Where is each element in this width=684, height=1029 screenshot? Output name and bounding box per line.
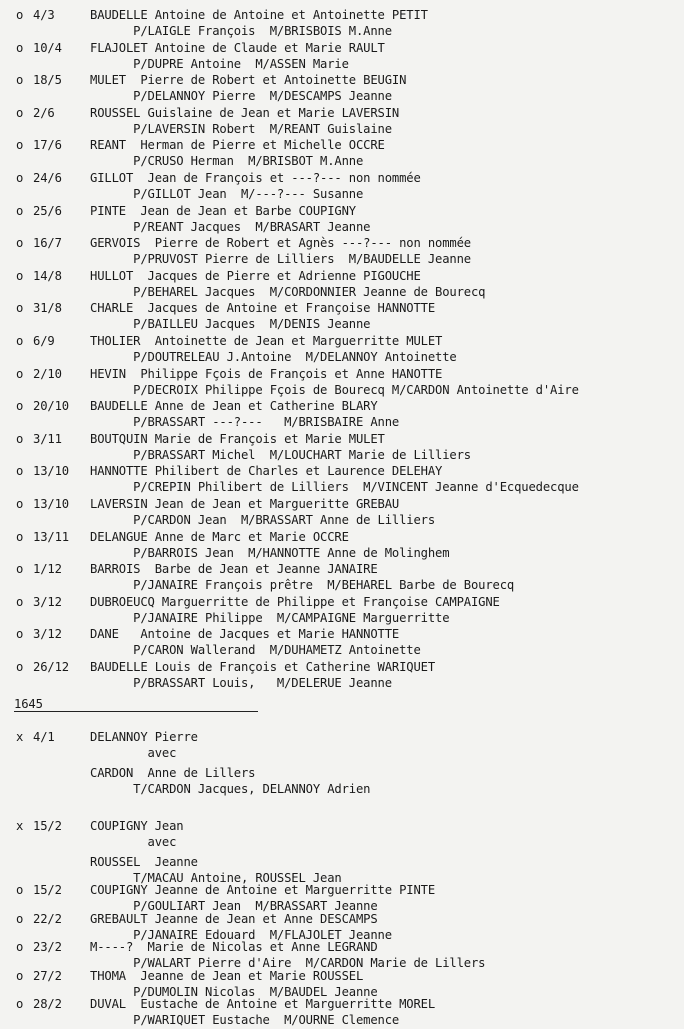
entry-date: 13/10: [33, 464, 69, 479]
baptism-entry: [0, 204, 684, 236]
baptism-entry: [0, 138, 684, 170]
entry-date: 1/12: [33, 562, 62, 577]
entry-child-line: COUPIGNY Jeanne de Antoine et Marguerritte PINTE: [90, 883, 435, 897]
entry-child-line: GERVOIS Pierre de Robert et Agnès ---?--- non nommée: [90, 236, 471, 251]
entry-godparents-line: P/GOULIART Jean M/BRASSART Jeanne: [90, 899, 378, 913]
baptism-entry: [0, 497, 684, 529]
entry-godparents-line: P/DELANNOY Pierre M/DESCAMPS Jeanne: [90, 89, 392, 104]
marriage-line: CARDON Anne de Lillers: [90, 766, 256, 780]
marriage-line: DELANNOY Pierre: [90, 730, 198, 744]
entry-marker: o: [16, 911, 24, 926]
baptism-entry: [0, 367, 684, 399]
entry-date: 26/12: [33, 660, 69, 674]
entry-child-line: THOLIER Antoinette de Jean et Marguerritte MULET: [90, 334, 443, 348]
entry-marker: o: [16, 301, 24, 316]
entry-date: 15/2: [33, 883, 62, 897]
year-underline: [14, 711, 258, 712]
entry-child-line: BOUTQUIN Marie de François et Marie MULET: [90, 431, 385, 446]
baptism-entry: [0, 171, 684, 203]
entry-child-line: DELANGUE Anne de Marc et Marie OCCRE: [90, 529, 349, 544]
baptism-entry: [0, 301, 684, 333]
entry-date: 2/6: [33, 105, 55, 120]
baptism-entry: [0, 660, 684, 692]
marriage-date: 4/1: [33, 730, 55, 744]
entry-godparents-line: P/BRASSART Michel M/LOUCHART Marie de Lilliers: [90, 447, 471, 462]
entry-date: 31/8: [33, 301, 62, 316]
entry-marker: o: [16, 997, 24, 1012]
entry-godparents-line: P/JANAIRE Edouard M/FLAJOLET Jeanne: [90, 927, 392, 942]
entry-godparents-line: P/JANAIRE François prêtre M/BEHAREL Barbe de Bourecq: [90, 578, 515, 593]
entry-child-line: HANNOTTE Philibert de Charles et Laurence DELEHAY: [90, 464, 443, 479]
entry-child-line: HEVIN Philippe Fçois de François et Anne HANOTTE: [90, 366, 443, 381]
baptism-entry: [0, 269, 684, 301]
entry-godparents-line: P/BRASSART Louis, M/DELERUE Jeanne: [90, 676, 392, 690]
baptism-entry: [0, 41, 684, 73]
entry-date: 17/6: [33, 138, 62, 153]
entry-marker: o: [16, 431, 24, 446]
entry-godparents-line: P/GILLOT Jean M/---?--- Susanne: [90, 187, 364, 201]
entry-date: 3/12: [33, 594, 62, 609]
baptism-entry: [0, 73, 684, 105]
entry-godparents-line: P/LAVERSIN Robert M/REANT Guislaine: [90, 121, 392, 136]
entry-child-line: BAUDELLE Anne de Jean et Catherine BLARY: [90, 399, 378, 414]
entry-date: 25/6: [33, 203, 62, 218]
entry-date: 22/2: [33, 911, 62, 926]
entry-date: 6/9: [33, 334, 55, 348]
baptism-entry: [0, 334, 684, 366]
entry-date: 4/3: [33, 8, 55, 22]
baptism-entry: [0, 106, 684, 138]
entry-date: 13/10: [33, 497, 69, 511]
entry-date: 2/10: [33, 366, 62, 381]
entry-marker: o: [16, 268, 24, 283]
entry-godparents-line: P/BRASSART ---?--- M/BRISBAIRE Anne: [90, 415, 400, 430]
entry-godparents-line: P/DOUTRELEAU J.Antoine M/DELANNOY Antoinette: [90, 350, 457, 364]
entry-godparents-line: P/CARDON Jean M/BRASSART Anne de Lilliers: [90, 513, 435, 527]
entry-marker: o: [16, 203, 24, 218]
entry-marker: o: [16, 529, 24, 544]
marriage-marker: x: [16, 819, 24, 833]
entry-marker: o: [16, 138, 24, 153]
entry-date: 14/8: [33, 268, 62, 283]
entry-child-line: LAVERSIN Jean de Jean et Margueritte GREBAU: [90, 497, 400, 511]
baptism-entry: [0, 236, 684, 268]
entry-godparents-line: P/CARON Wallerand M/DUHAMETZ Antoinette: [90, 643, 421, 658]
entry-child-line: MULET Pierre de Robert et Antoinette BEUGIN: [90, 73, 407, 88]
entry-marker: o: [16, 399, 24, 414]
marriage-line: COUPIGNY Jean: [90, 819, 184, 833]
baptism-entry: [0, 940, 684, 972]
entry-godparents-line: P/WARIQUET Eustache M/OURNE Clemence: [90, 1013, 400, 1028]
baptism-entry: [0, 432, 684, 464]
entry-child-line: DUBROEUCQ Marguerritte de Philippe et Françoise CAMPAIGNE: [90, 594, 500, 609]
entry-child-line: REANT Herman de Pierre et Michelle OCCRE: [90, 138, 385, 153]
baptism-entry: [0, 562, 684, 594]
entry-marker: o: [16, 968, 24, 983]
entry-child-line: GILLOT Jean de François et ---?--- non nommée: [90, 171, 421, 185]
baptism-entry: [0, 464, 684, 496]
entry-child-line: GREBAULT Jeanne de Jean et Anne DESCAMPS: [90, 911, 378, 926]
entry-child-line: DANE Antoine de Jacques et Marie HANNOTTE: [90, 627, 400, 642]
entry-child-line: DUVAL Eustache de Antoine et Marguerritte MOREL: [90, 997, 435, 1012]
baptism-entry: [0, 595, 684, 627]
marriage-marker: x: [16, 730, 24, 744]
entry-child-line: THOMA Jeanne de Jean et Marie ROUSSEL: [90, 968, 364, 983]
entry-marker: o: [16, 562, 24, 577]
baptism-entry: [0, 8, 684, 40]
entry-date: 3/12: [33, 627, 62, 642]
entry-date: 20/10: [33, 399, 69, 414]
entry-date: 16/7: [33, 236, 62, 251]
entry-child-line: BAUDELLE Louis de François et Catherine WARIQUET: [90, 660, 435, 674]
entry-marker: o: [16, 366, 24, 381]
entry-marker: o: [16, 940, 24, 955]
entry-date: 3/11: [33, 431, 62, 446]
entry-marker: o: [16, 464, 24, 479]
entry-godparents-line: P/CREPIN Philibert de Lilliers M/VINCENT Jeanne d'Ecquedecque: [90, 480, 579, 495]
entry-marker: o: [16, 660, 24, 674]
entry-godparents-line: P/BAILLEU Jacques M/DENIS Jeanne: [90, 317, 371, 332]
entry-godparents-line: P/BARROIS Jean M/HANNOTTE Anne de Molinghem: [90, 545, 450, 560]
entry-marker: o: [16, 627, 24, 642]
entry-godparents-line: P/JANAIRE Philippe M/CAMPAIGNE Marguerritte: [90, 610, 450, 625]
entry-marker: o: [16, 8, 24, 22]
entry-godparents-line: P/WALART Pierre d'Aire M/CARDON Marie de Lillers: [90, 956, 486, 971]
entry-godparents-line: P/DUPRE Antoine M/ASSEN Marie: [90, 56, 349, 71]
baptism-entry: [0, 530, 684, 562]
baptism-entry: [0, 883, 684, 915]
entry-marker: o: [16, 334, 24, 348]
entry-godparents-line: P/PRUVOST Pierre de Lilliers M/BAUDELLE Jeanne: [90, 252, 471, 267]
entry-date: 28/2: [33, 997, 62, 1012]
marriage-line: avec: [90, 835, 177, 849]
entry-godparents-line: P/LAIGLE François M/BRISBOIS M.Anne: [90, 24, 392, 38]
year-heading: 1645: [14, 697, 43, 711]
entry-child-line: BARROIS Barbe de Jean et Jeanne JANAIRE: [90, 562, 378, 577]
entry-date: 18/5: [33, 73, 62, 88]
entry-marker: o: [16, 171, 24, 185]
entry-marker: o: [16, 497, 24, 511]
entry-marker: o: [16, 105, 24, 120]
baptism-entry: [0, 997, 684, 1029]
marriage-line: T/CARDON Jacques, DELANNOY Adrien: [90, 782, 371, 796]
entry-child-line: HULLOT Jacques de Pierre et Adrienne PIGOUCHE: [90, 268, 421, 283]
entry-child-line: CHARLE Jacques de Antoine et Françoise HANNOTTE: [90, 301, 435, 316]
entry-godparents-line: P/REANT Jacques M/BRASART Jeanne: [90, 219, 371, 234]
entry-marker: o: [16, 40, 24, 55]
entry-marker: o: [16, 883, 24, 897]
marriage-line: avec: [90, 746, 177, 760]
entry-child-line: FLAJOLET Antoine de Claude et Marie RAULT: [90, 40, 385, 55]
entry-date: 24/6: [33, 171, 62, 185]
baptism-entry: [0, 627, 684, 659]
entry-date: 27/2: [33, 968, 62, 983]
marriage-line: T/MACAU Antoine, ROUSSEL Jean: [90, 871, 342, 885]
entry-godparents-line: P/DECROIX Philippe Fçois de Bourecq M/CARDON Antoinette d'Aire: [90, 382, 579, 397]
marriage-date: 15/2: [33, 819, 62, 833]
entry-godparents-line: P/CRUSO Herman M/BRISBOT M.Anne: [90, 154, 364, 169]
entry-godparents-line: P/BEHAREL Jacques M/CORDONNIER Jeanne de Bourecq: [90, 284, 486, 299]
entry-marker: o: [16, 73, 24, 88]
entry-godparents-line: P/DUMOLIN Nicolas M/BAUDEL Jeanne: [90, 984, 378, 999]
entry-child-line: ROUSSEL Guislaine de Jean et Marie LAVERSIN: [90, 105, 400, 120]
entry-child-line: BAUDELLE Antoine de Antoine et Antoinette PETIT: [90, 8, 428, 22]
baptism-entry: [0, 969, 684, 1001]
baptism-entry: [0, 399, 684, 431]
entry-child-line: PINTE Jean de Jean et Barbe COUPIGNY: [90, 203, 356, 218]
entry-child-line: M----? Marie de Nicolas et Anne LEGRAND: [90, 940, 378, 955]
entry-marker: o: [16, 594, 24, 609]
entry-marker: o: [16, 236, 24, 251]
entry-date: 23/2: [33, 940, 62, 955]
baptism-entry: [0, 912, 684, 944]
marriage-line: ROUSSEL Jeanne: [90, 855, 198, 869]
entry-date: 10/4: [33, 40, 62, 55]
entry-date: 13/11: [33, 529, 69, 544]
